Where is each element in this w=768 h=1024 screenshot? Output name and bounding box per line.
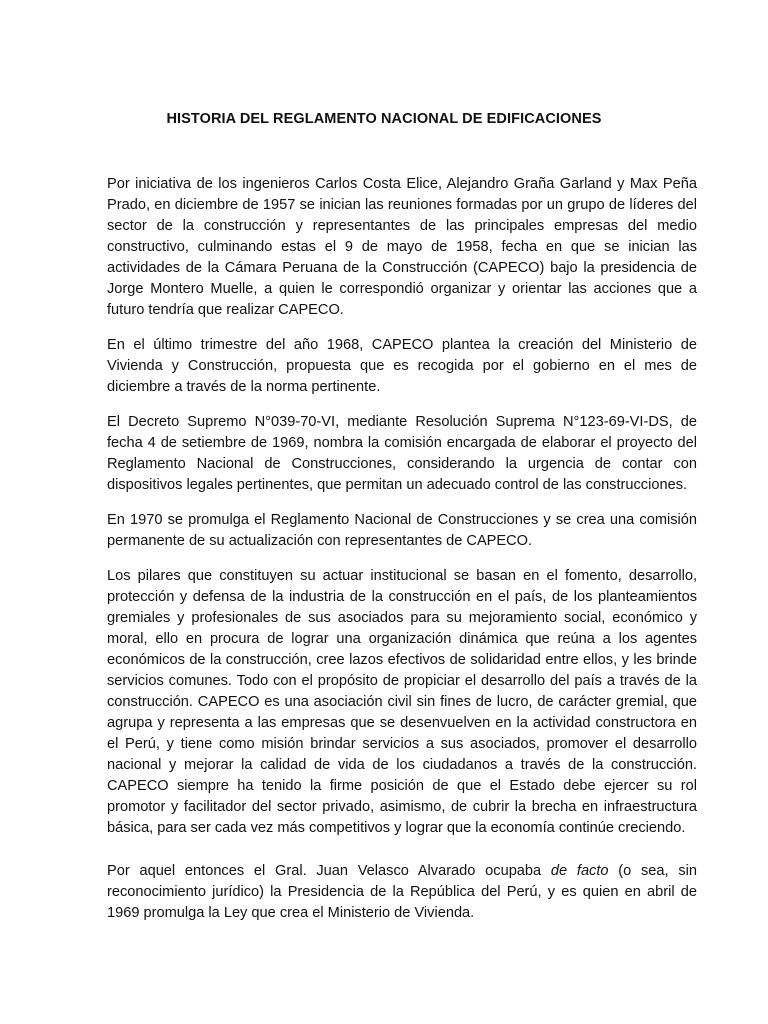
paragraph-2: En el último trimestre del año 1968, CAPECO plantea la creación del Ministerio de Vivienda y Construcción, propuesta que es recogida por el gobierno en el mes de diciembre a través de la norma pertinente. — [107, 337, 697, 395]
page-title: HISTORIA DEL REGLAMENTO NACIONAL DE EDIFICACIONES — [166, 111, 602, 127]
paragraph-6-italic-term: de facto — [550, 863, 609, 879]
paragraph-6-text-end: (o sea, sin reconocimiento jurídico) la Presidencia de la República del Perú, y es quien en abril de 1969 promulga la Ley que crea el Ministerio de Vivienda. — [107, 863, 697, 921]
paragraph-6-text-start: Por aquel entonces el Gral. Juan Velasco Alvarado ocupaba — [107, 863, 551, 879]
document-body — [107, 174, 697, 938]
paragraph-3: El Decreto Supremo N°039-70-VI, mediante Resolución Suprema N°123-69-VI-DS, de fecha 4 de setiembre de 1969, nombra la comisión encargada de elaborar el proyecto del Reglamento Nacional de Construcciones, considerando la urgencia de contar con dispositivos legales pertinentes, que permitan un adecuado control de las construcciones. — [107, 414, 697, 493]
paragraph-1: Por iniciativa de los ingenieros Carlos Costa Elice, Alejandro Graña Garland y Max Peña Prado, en diciembre de 1957 se inician las reuniones formadas por un grupo de líderes del sector de la construcción y representantes de las principales empresas del medio constructivo, culminando estas el 9 de mayo de 1958, fecha en que se inician las actividades de la Cámara Peruana de la Construcción (CAPECO) bajo la presidencia de Jorge Montero Muelle, a quien le correspondió organizar y orientar las acciones que a futuro tendría que realizar CAPECO. — [107, 176, 697, 318]
paragraph-5: Los pilares que constituyen su actuar institucional se basan en el fomento, desarrollo, protección y defensa de la industria de la construcción en el país, de los planteamientos gremiales y profesionales de sus asociados para su mejoramiento social, económico y moral, ello en procura de lograr una organización dinámica que reúna a los agentes económicos de la construcción, cree lazos efectivos de solidaridad entre ellos, y les brinde servicios comunes. Todo con el propósito de propiciar el desarrollo del país a través de la construcción. CAPECO es una asociación civil sin fines de lucro, de carácter gremial, que agrupa y representa a las empresas que se desenvuelven en la actividad constructora en el Perú, y tiene como misión brindar servicios a sus asociados, promover el desarrollo nacional y mejorar la calidad de vida de los ciudadanos a través de la construcción. CAPECO siempre ha tenido la firme posición de que el Estado debe ejercer su rol promotor y facilitador del sector privado, asimismo, de cubrir la brecha en infraestructura básica, para ser cada vez más competitivos y lograr que la economía continúe creciendo. — [107, 568, 697, 836]
paragraph-4: En 1970 se promulga el Reglamento Nacional de Construcciones y se crea una comisión permanente de su actualización con representantes de CAPECO. — [107, 512, 697, 549]
paragraph-6 — [107, 861, 697, 924]
